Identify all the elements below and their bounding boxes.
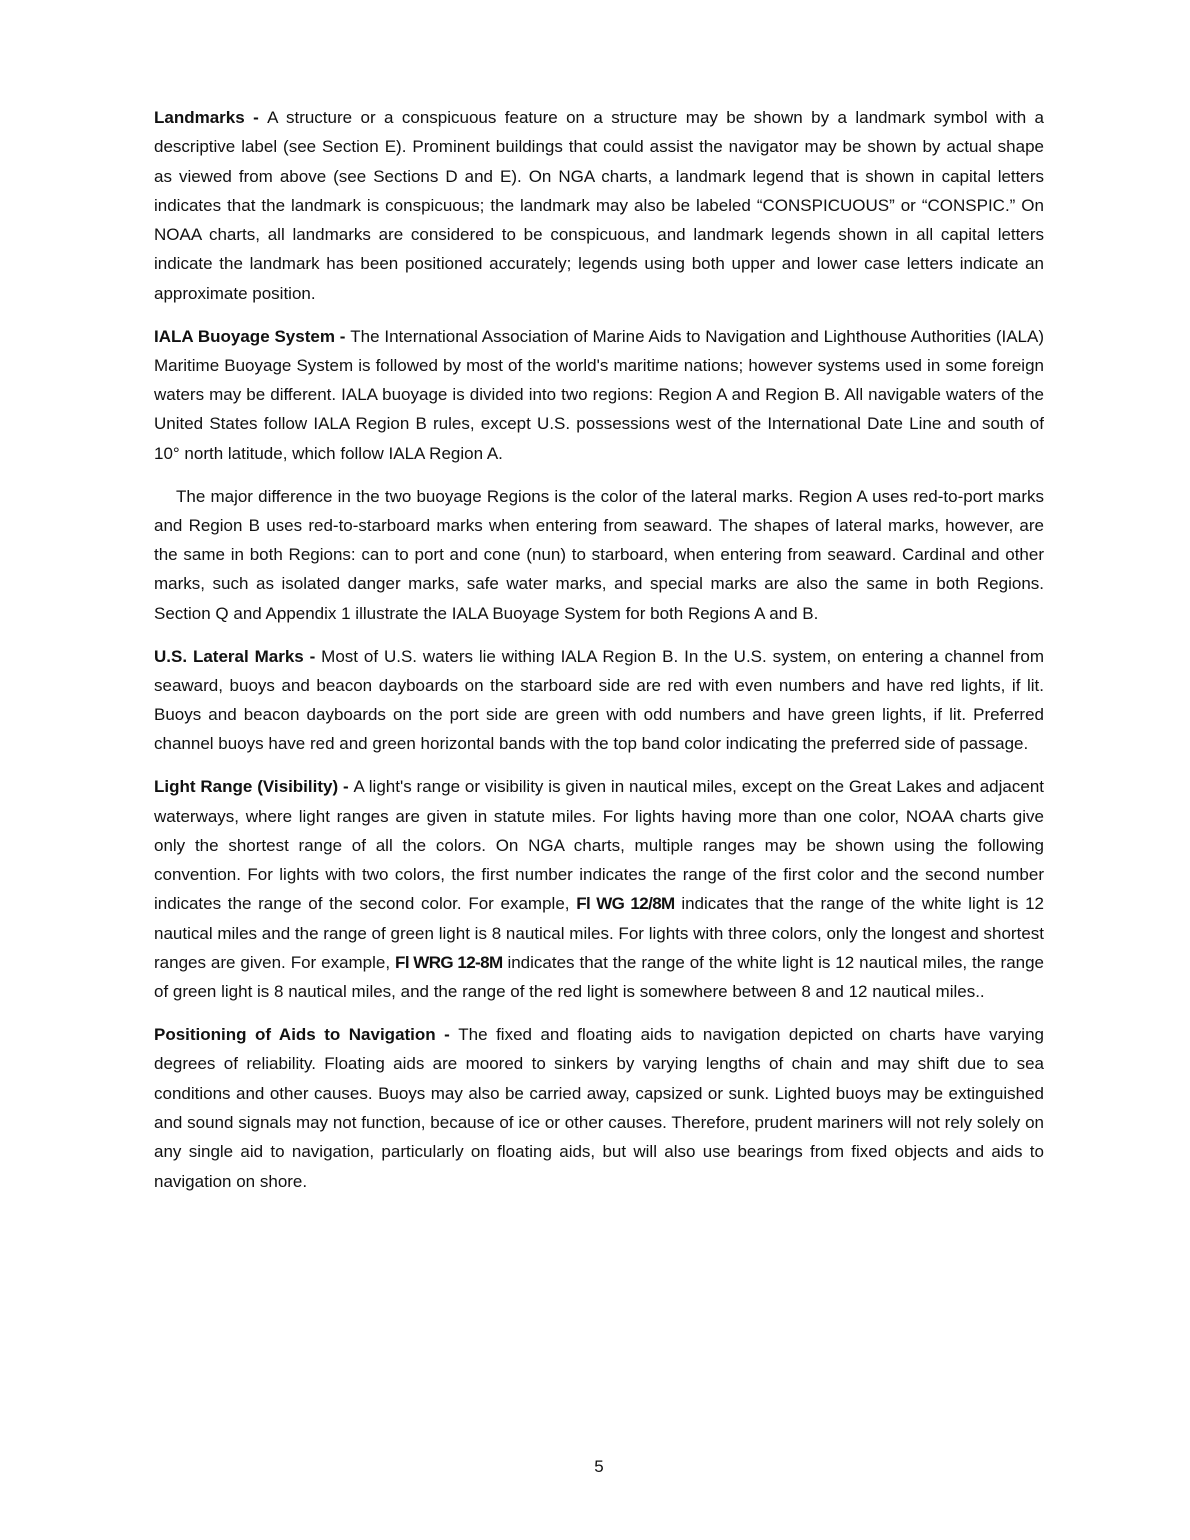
paragraph-text: A structure or a conspicuous feature on a structure may be shown by a landmark symbol with a descriptive label (see Section E). Prominent buildings that could assist the navigator may be shown by actual shape as viewed from above (see Sections D and E). On NGA charts, a landmark legend that is shown in capital letters indicates that the landmark is conspicuous; the landmark may also be labeled “CONSPICUOUS” or “CONSPIC.” On NOAA charts, all landmarks are considered to be conspicuous, and landmark legends shown in all capital letters indicate the landmark has been positioned accurately; legends using both upper and lower case letters indicate an approximate position. [154,108,1044,303]
light-characteristic-notation: Fl WG 12/8M [576,894,675,914]
page-footer [154,1452,1044,1481]
paragraph-text: A light's range or visibility is given in nautical miles, except on the Great Lakes and adjacent waterways, where light ranges are given in statute miles. For lights having more than one color, NOAA charts give only the shortest range of all the colors. On NGA charts, multiple ranges may be shown using the following convention. For lights with two colors, the first number indicates the range of the first color and the second number indicates the range of the second color. For example, [154,777,1044,914]
paragraph-text: The fixed and floating aids to navigation depicted on charts have varying degrees of reliability. Floating aids are moored to sinkers by varying lengths of chain and may shift due to sea conditions and other causes. Buoys may also be carried away, capsized or sunk. Lighted buoys may be extinguished and sound signals may not function, because of ice or other causes. Therefore, prudent mariners will not rely solely on any single aid to navigation, particularly on floating aids, but will also use bearings from fixed objects and aids to navigation on shore. [154,1025,1044,1191]
paragraph-heading: U.S. Lateral Marks - [154,646,322,666]
document-body [154,103,1044,1209]
paragraph-text: indicates that the range of the white light is 12 nautical miles and the range of green light is 8 nautical miles. For lights with three colors, only the longest and shortest ranges are given. For example, [154,894,1044,973]
paragraph-text: Most of U.S. waters lie withing IALA Region B. In the U.S. system, on entering a channel from seaward, buoys and beacon dayboards on the starboard side are red with even numbers and have red lights, if lit. Buoys and beacon dayboards on the port side are green with odd numbers and have green lights, if lit. Preferred channel buoys have red and green horizontal bands with the top band color indicating the preferred side of passage. [154,646,1044,754]
page-number: 5 [594,1457,604,1476]
paragraph [154,772,1044,1006]
paragraph [154,103,1044,308]
paragraph-text: The major difference in the two buoyage Regions is the color of the lateral marks. Region A uses red-to-port marks and Region B uses red-to-starboard marks when entering from seaward. The shapes of lateral marks, however, are the same in both Regions: can to port and cone (nun) to starboard, when entering from seaward. Cardinal and other marks, such as isolated danger marks, safe water marks, and special marks are also the same in both Regions. Section Q and Appendix 1 illustrate the IALA Buoyage System for both Regions A and B. [154,486,1044,623]
paragraph-heading: IALA Buoyage System - [154,326,351,346]
paragraph-text: The International Association of Marine Aids to Navigation and Lighthouse Authorities (IALA) Maritime Buoyage System is followed by most of the world's maritime nations; however systems used in some foreign waters may be different. IALA buoyage is divided into two regions: Region A and Region B. All navigable waters of the United States follow IALA Region B rules, except U.S. possessions west of the International Date Line and south of 10° north latitude, which follow IALA Region A. [154,326,1044,463]
paragraph [154,322,1044,468]
paragraph [154,642,1044,759]
paragraph [154,1020,1044,1196]
paragraph [154,482,1044,628]
paragraph-heading: Positioning of Aids to Navigation - [154,1025,459,1045]
paragraph-text: indicates that the range of the white light is 12 nautical miles, the range of green light is 8 nautical miles, and the range of the red light is somewhere between 8 and 12 nautical miles.. [154,953,1045,1002]
paragraph-heading: Landmarks - [154,108,268,127]
paragraph-heading: Light Range (Visibility) - [154,777,354,797]
light-characteristic-notation: Fl WRG 12-8M [395,953,503,973]
